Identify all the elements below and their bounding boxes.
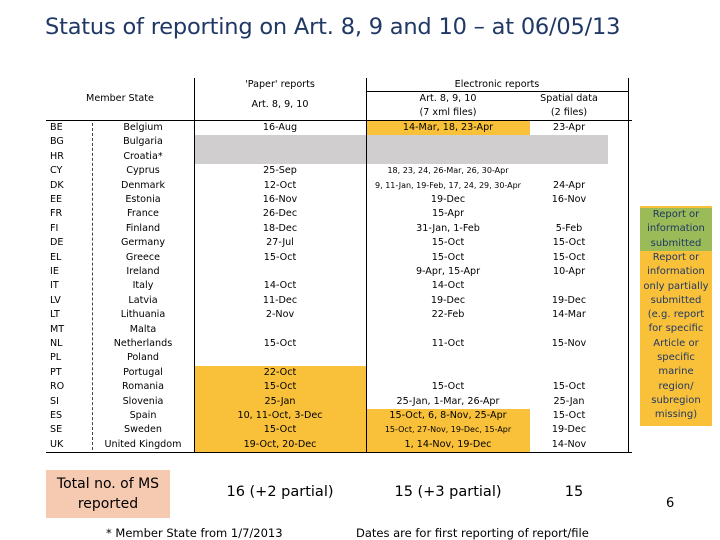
row-electronic: 19-Dec xyxy=(430,194,466,205)
row-spatial xyxy=(530,323,608,337)
row-electronic xyxy=(366,135,530,149)
row-electronic: 15-Oct, 27-Nov, 19-Dec, 15-Apr xyxy=(366,423,530,437)
row-country: Spain xyxy=(129,410,157,421)
legend-line: subregion xyxy=(651,394,701,406)
page-title: Status of reporting on Art. 8, 9 and 10 – at 06/05/13 xyxy=(45,14,621,40)
legend-line: for specific xyxy=(648,323,704,335)
row-electronic: 9-Apr, 15-Apr xyxy=(415,266,481,277)
header-spatial: Spatial data xyxy=(540,93,598,104)
row-paper: 22-Oct xyxy=(194,366,366,380)
row-electronic: 11-Oct xyxy=(431,338,465,349)
row-code: CY xyxy=(50,165,63,177)
row-spatial: 15-Oct xyxy=(552,381,586,393)
header-elec-art: Art. 8, 9, 10 xyxy=(419,93,477,104)
row-code: NL xyxy=(50,338,63,349)
row-paper: 15-Oct xyxy=(263,338,297,349)
row-country: Denmark xyxy=(120,179,166,191)
row-country: Germany xyxy=(120,237,166,249)
totals-label-line1: Total no. of MS xyxy=(56,476,160,492)
row-paper xyxy=(194,351,366,365)
row-spatial: 10-Apr xyxy=(552,266,586,277)
row-spatial xyxy=(530,135,608,149)
row-paper xyxy=(194,265,366,279)
row-country: Portugal xyxy=(123,366,163,378)
row-code: PT xyxy=(50,366,62,378)
row-paper xyxy=(194,135,366,149)
row-code: BG xyxy=(50,136,64,148)
row-paper xyxy=(194,150,366,164)
footnote-member-state: * Member State from 1/7/2013 xyxy=(106,526,283,540)
row-spatial: 14-Mar xyxy=(552,309,586,321)
row-country: Estonia xyxy=(125,194,161,205)
row-electronic: 15-Oct xyxy=(431,251,465,263)
row-paper: 15-Oct xyxy=(194,380,366,394)
header-paper-reports: 'Paper' reports xyxy=(245,79,315,90)
row-spatial: 15-Oct xyxy=(552,251,586,263)
row-paper: 16-Aug xyxy=(262,122,298,133)
header-divider xyxy=(46,120,632,121)
row-spatial: 14-Nov xyxy=(551,438,587,450)
row-electronic: 19-Dec xyxy=(430,294,466,306)
legend-line: (e.g. report xyxy=(647,309,705,321)
electronic-header-divider xyxy=(366,91,628,92)
totals-paper: 16 (+2 partial) xyxy=(226,484,334,500)
row-spatial: 5-Feb xyxy=(555,222,583,234)
row-electronic: 15-Apr xyxy=(431,208,465,220)
row-electronic: 31-Jan, 1-Feb xyxy=(416,222,480,234)
row-spatial: 23-Apr xyxy=(552,122,586,133)
legend-line: submitted xyxy=(640,237,712,251)
row-paper: 26-Dec xyxy=(262,208,298,220)
row-paper: 2-Nov xyxy=(265,309,295,321)
row-country: United Kingdom xyxy=(104,438,182,450)
row-spatial xyxy=(530,351,608,365)
row-electronic: 14-Mar, 18, 23-Apr xyxy=(366,121,530,135)
divider-electronic xyxy=(366,78,367,452)
row-country: Malta xyxy=(129,323,157,335)
totals-label xyxy=(46,470,170,518)
row-paper: 19-Oct, 20-Dec xyxy=(194,438,366,452)
row-country: France xyxy=(127,208,159,220)
totals-spatial: 15 xyxy=(564,484,584,500)
row-electronic: 18, 23, 24, 26-Mar, 26, 30-Apr xyxy=(387,166,509,176)
row-country: Cyprus xyxy=(126,165,160,177)
totals-label-line2: reported xyxy=(77,496,139,512)
legend-box xyxy=(640,206,712,426)
code-country-divider xyxy=(92,123,93,450)
row-code: SE xyxy=(50,424,63,436)
header-spatial-sub: (2 files) xyxy=(550,107,588,118)
row-electronic: 22-Feb xyxy=(431,309,465,321)
row-paper: 27-Jul xyxy=(266,237,294,249)
legend-line: information xyxy=(647,266,705,278)
row-spatial: 16-Nov xyxy=(551,194,587,205)
row-electronic: 15-Oct xyxy=(431,237,465,249)
row-spatial xyxy=(530,366,608,380)
row-spatial: 15-Oct xyxy=(552,410,586,421)
table-bottom-line xyxy=(46,452,632,453)
row-electronic xyxy=(366,366,530,380)
row-country: Ireland xyxy=(126,266,160,277)
row-spatial xyxy=(530,164,608,178)
row-country: Sweden xyxy=(124,424,162,436)
row-paper: 16-Nov xyxy=(262,194,298,205)
row-electronic xyxy=(366,323,530,337)
row-country: Lithuania xyxy=(120,309,166,321)
row-paper: 10, 11-Oct, 3-Dec xyxy=(194,409,366,423)
row-spatial: 19-Dec xyxy=(551,294,587,306)
row-spatial: 24-Apr xyxy=(552,179,586,191)
row-code: ES xyxy=(50,410,63,421)
row-code: MT xyxy=(50,323,65,335)
row-code: LV xyxy=(50,294,61,306)
legend-line: only partially xyxy=(643,280,709,292)
row-paper: 11-Dec xyxy=(262,294,298,306)
row-country: Bulgaria xyxy=(123,136,163,148)
row-electronic: 14-Oct xyxy=(431,280,465,292)
legend-line: information xyxy=(640,222,712,236)
row-code: RO xyxy=(50,381,65,393)
divider-right xyxy=(628,78,629,452)
row-spatial xyxy=(530,279,608,293)
row-country: Finland xyxy=(125,222,161,234)
legend-line: region/ xyxy=(658,380,694,392)
legend-line: submitted xyxy=(650,294,702,306)
row-electronic: 9, 11-Jan, 19-Feb, 17, 24, 29, 30-Apr xyxy=(375,180,521,190)
row-code: IT xyxy=(50,280,59,292)
legend-line: marine xyxy=(658,366,694,378)
row-spatial: 25-Jan xyxy=(553,395,585,407)
row-electronic: 15-Oct, 6, 8-Nov, 25-Apr xyxy=(366,409,530,423)
row-spatial: 15-Nov xyxy=(551,338,587,349)
row-electronic: 25-Jan, 1-Mar, 26-Apr xyxy=(396,395,500,407)
row-spatial: 19-Dec xyxy=(551,424,587,436)
legend-line: missing) xyxy=(654,409,698,421)
divider-paper xyxy=(194,78,195,452)
row-country: Romania xyxy=(122,381,164,393)
status-table xyxy=(46,78,632,518)
row-paper: 25-Sep xyxy=(263,165,297,177)
row-country: Italy xyxy=(132,280,154,292)
row-country: Belgium xyxy=(123,122,163,133)
row-code: HR xyxy=(50,150,64,162)
row-paper xyxy=(194,323,366,337)
footnote-dates: Dates are for first reporting of report/file xyxy=(356,526,589,540)
row-code: LT xyxy=(50,309,60,321)
row-electronic: 1, 14-Nov, 19-Dec xyxy=(366,438,530,452)
row-code: PL xyxy=(50,352,62,364)
header-paper-art: Art. 8, 9, 10 xyxy=(251,99,309,110)
row-code: SI xyxy=(50,395,59,407)
row-code: DE xyxy=(50,237,64,249)
row-code: DK xyxy=(50,179,64,191)
row-paper: 18-Dec xyxy=(262,222,298,234)
row-code: BE xyxy=(50,122,63,133)
header-electronic-reports: Electronic reports xyxy=(454,79,540,90)
row-paper: 25-Jan xyxy=(194,395,366,409)
row-paper: 15-Oct xyxy=(263,251,297,263)
header-elec-art-sub: (7 xml files) xyxy=(419,107,477,118)
row-country: Slovenia xyxy=(122,395,164,407)
row-code: EL xyxy=(50,251,62,263)
row-paper: 15-Oct xyxy=(194,423,366,437)
row-electronic: 15-Oct xyxy=(431,381,465,393)
row-code: FR xyxy=(50,208,63,220)
row-country: Netherlands xyxy=(113,338,173,349)
header-member-state: Member State xyxy=(86,93,154,104)
row-country: Poland xyxy=(126,352,160,364)
page-number: 6 xyxy=(666,496,675,511)
row-paper: 14-Oct xyxy=(263,280,297,292)
legend-line: Article or xyxy=(653,337,699,349)
row-code: EE xyxy=(50,194,63,205)
row-electronic xyxy=(366,351,530,365)
row-paper: 12-Oct xyxy=(263,179,297,191)
row-country: Latvia xyxy=(128,294,158,306)
row-code: FI xyxy=(50,222,59,234)
row-code: UK xyxy=(50,438,64,450)
row-spatial: 15-Oct xyxy=(552,237,586,249)
legend-line: Report or xyxy=(652,251,700,263)
row-country: Croatia* xyxy=(123,150,163,162)
legend-line: Report or xyxy=(640,208,712,222)
totals-electronic: 15 (+3 partial) xyxy=(394,484,502,500)
legend-line: specific xyxy=(657,352,695,363)
row-country: Greece xyxy=(125,251,161,263)
row-spatial xyxy=(530,207,608,221)
row-code: IE xyxy=(50,266,59,277)
row-electronic xyxy=(366,150,530,164)
row-spatial xyxy=(530,150,608,164)
